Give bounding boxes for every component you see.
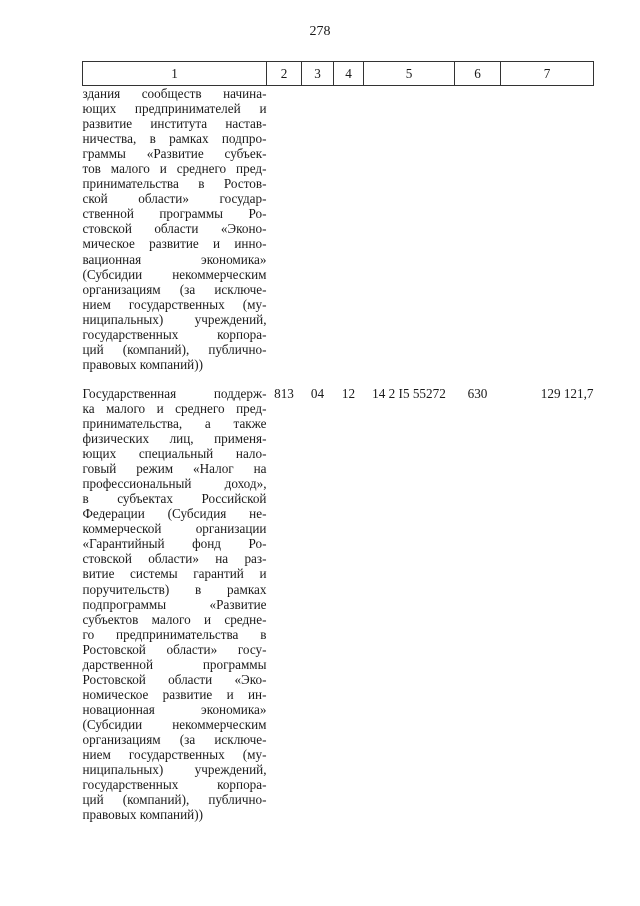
description-line: говый режим «Налог на bbox=[82, 461, 267, 477]
description-line: ций (компаний), публично- bbox=[82, 341, 267, 357]
description-line: государственных корпора- bbox=[82, 777, 267, 793]
description-line: ющих предпринимателей и bbox=[82, 101, 267, 117]
description-line: организациям (за исключе- bbox=[82, 731, 267, 747]
description-line: Федерации (Субсидия не- bbox=[82, 506, 267, 522]
section-code: 04 bbox=[310, 385, 325, 401]
page-number: 278 bbox=[309, 24, 331, 39]
header-col-7: 7 bbox=[501, 62, 594, 86]
table-row bbox=[83, 386, 594, 822]
description-line: физических лиц, применя- bbox=[82, 431, 267, 447]
description-line: ющих специальный нало- bbox=[82, 446, 267, 462]
description-line: ниципальных) учреждений, bbox=[82, 311, 267, 327]
description-line: в субъектах Российской bbox=[82, 491, 267, 507]
description-line: Государственная поддерж- bbox=[82, 385, 267, 401]
description-line: субъектов малого и средне- bbox=[82, 611, 267, 627]
target-article-code: 14 2 I5 55272 bbox=[372, 385, 446, 401]
description-line: нием государственных (му- bbox=[82, 296, 267, 312]
description-line: организациям (за исключе- bbox=[82, 281, 267, 297]
header-col-5: 5 bbox=[364, 62, 455, 86]
description-line: ций (компаний), публично- bbox=[82, 792, 267, 808]
expense-type-code: 630 bbox=[467, 385, 488, 401]
description-line: новационная экономика» bbox=[82, 701, 267, 717]
budget-table bbox=[82, 61, 594, 822]
description-line: нием государственных (му- bbox=[82, 747, 267, 763]
description-line: профессиональный доход», bbox=[82, 476, 267, 492]
subsection-code: 12 bbox=[341, 385, 356, 401]
header-col-3: 3 bbox=[302, 62, 334, 86]
description-line: ниципальных) учреждений, bbox=[82, 762, 267, 778]
ministry-code: 813 bbox=[274, 385, 294, 401]
description-line: ственной программы Ро- bbox=[82, 206, 267, 222]
description-line: номическое развитие и ин- bbox=[82, 686, 267, 702]
description-line: мическое развитие и инно- bbox=[82, 236, 267, 252]
header-col-1: 1 bbox=[83, 62, 267, 86]
header-row bbox=[83, 62, 594, 86]
description-line: граммы «Развитие субъек- bbox=[82, 146, 267, 162]
description-line: (Субсидии некоммерческим bbox=[82, 266, 267, 282]
description-line: витие системы гарантий и bbox=[82, 566, 267, 582]
description-line: здания сообществ начина- bbox=[82, 86, 267, 101]
description-line: го предпринимательства в bbox=[82, 626, 267, 642]
description-line: вационная экономика» bbox=[82, 251, 267, 267]
description-line: тов малого и среднего пред- bbox=[82, 161, 267, 177]
description-line: ничества, в рамках подпро- bbox=[82, 131, 267, 147]
description-line: дарственной программы bbox=[82, 656, 267, 672]
amount-value: 129 121,7 bbox=[540, 385, 594, 401]
table-row bbox=[83, 86, 594, 372]
description-line: поручительств) в рамках bbox=[82, 581, 267, 597]
description-line: Ростовской области» госу- bbox=[82, 641, 267, 657]
description-line: принимательства, а также bbox=[82, 415, 267, 431]
description-line: стовской области» на раз- bbox=[82, 551, 267, 567]
row-description bbox=[83, 386, 267, 822]
description-line: принимательства в Ростов- bbox=[82, 176, 267, 192]
description-line: (Субсидии некоммерческим bbox=[82, 716, 267, 732]
description-line: «Гарантийный фонд Ро- bbox=[82, 536, 267, 552]
description-line: ка малого и среднего пред- bbox=[82, 400, 267, 416]
header-col-6: 6 bbox=[455, 62, 501, 86]
row-description bbox=[83, 86, 267, 372]
description-line: государственных корпора- bbox=[82, 326, 267, 342]
description-line: ской области» государ- bbox=[82, 191, 267, 207]
description-line: подпрограммы «Развитие bbox=[82, 596, 267, 612]
header-col-2: 2 bbox=[267, 62, 302, 86]
description-line: правовых компаний)) bbox=[82, 356, 204, 372]
description-line: правовых компаний)) bbox=[82, 807, 204, 823]
header-col-4: 4 bbox=[334, 62, 364, 86]
description-line: Ростовской области «Эко- bbox=[82, 671, 267, 687]
description-line: развитие института настав- bbox=[82, 116, 267, 132]
description-line: коммерческой организации bbox=[82, 521, 267, 537]
description-line: стовской области «Эконо- bbox=[82, 221, 267, 237]
